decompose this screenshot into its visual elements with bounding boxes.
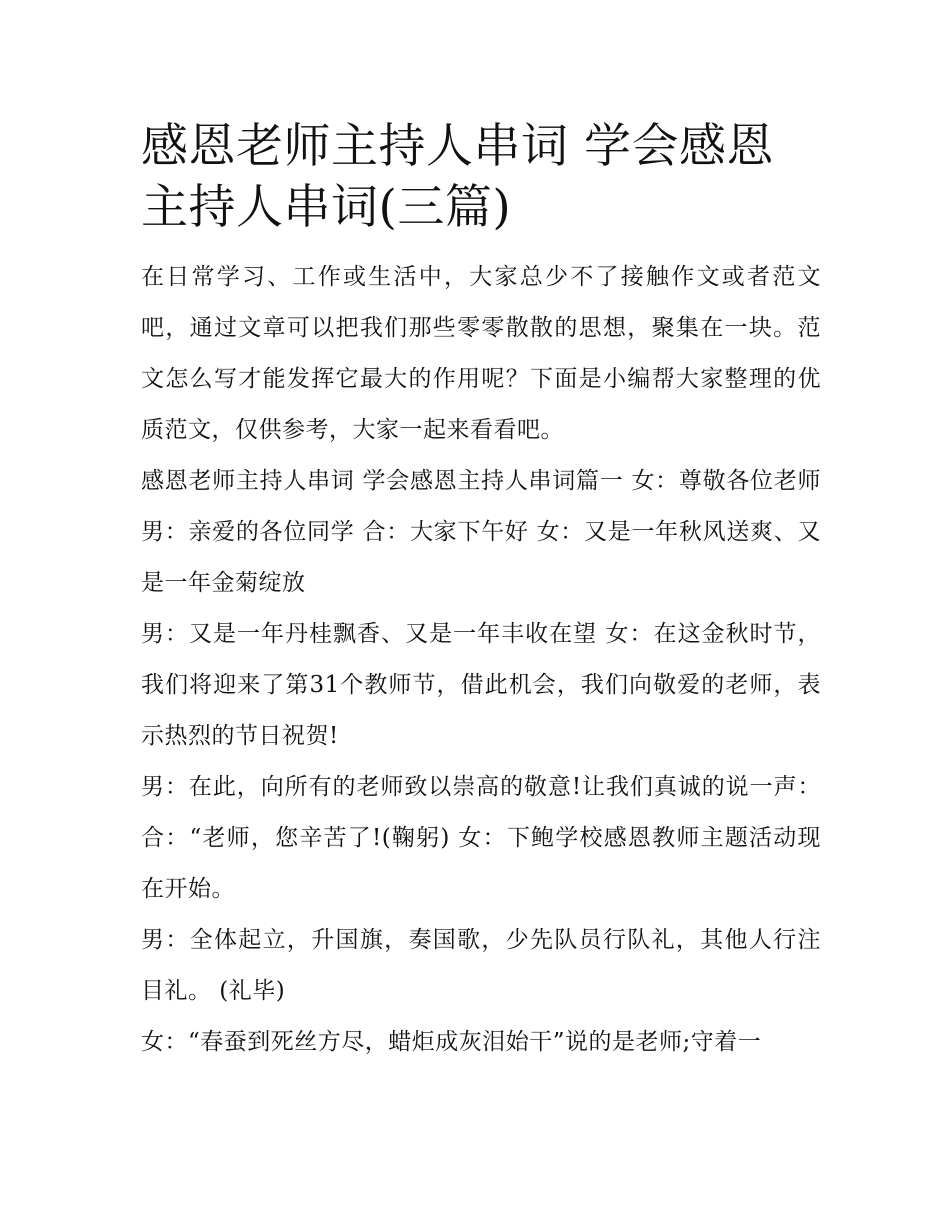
document-body [141, 116, 821, 1068]
document-title: 感恩老师主持人串词 学会感恩主持人串词(三篇) [141, 119, 774, 235]
paragraph-flag-raising: 男：全体起立，升国旗，奏国歌，少先队员行队礼，其他人行注目礼。 (礼毕) [141, 927, 821, 1004]
paragraph-poem: 女：“春蚕到死丝方尽，蜡炬成灰泪始干”说的是老师;守着一 [141, 1029, 762, 1055]
paragraph-opening-lines: 感恩老师主持人串词 学会感恩主持人串词篇一 女：尊敬各位老师 男：亲爱的各位同学 合：大家下午好 女：又是一年秋风送爽、又是一年金菊绽放 [141, 468, 821, 596]
paragraph-intro: 在日常学习、工作或生活中，大家总少不了接触作文或者范文吧，通过文章可以把我们那些零零散散的思想，聚集在一块。范文怎么写才能发挥它最大的作用呢？下面是小编帮大家整理的优质范文，仅供参考，大家一起来看看吧。 [141, 264, 821, 443]
paragraph-tribute: 男：在此，向所有的老师致以崇高的敬意!让我们真诚的说一声： 合：“老师，您辛苦了!(鞠躬) 女：下鲍学校感恩教师主题活动现在开始。 [141, 774, 821, 902]
paragraph-teachers-day: 男：又是一年丹桂飘香、又是一年丰收在望 女：在这金秋时节，我们将迎来了第31个教师节，借此机会，我们向敬爱的老师，表示热烈的节日祝贺! [141, 621, 821, 749]
